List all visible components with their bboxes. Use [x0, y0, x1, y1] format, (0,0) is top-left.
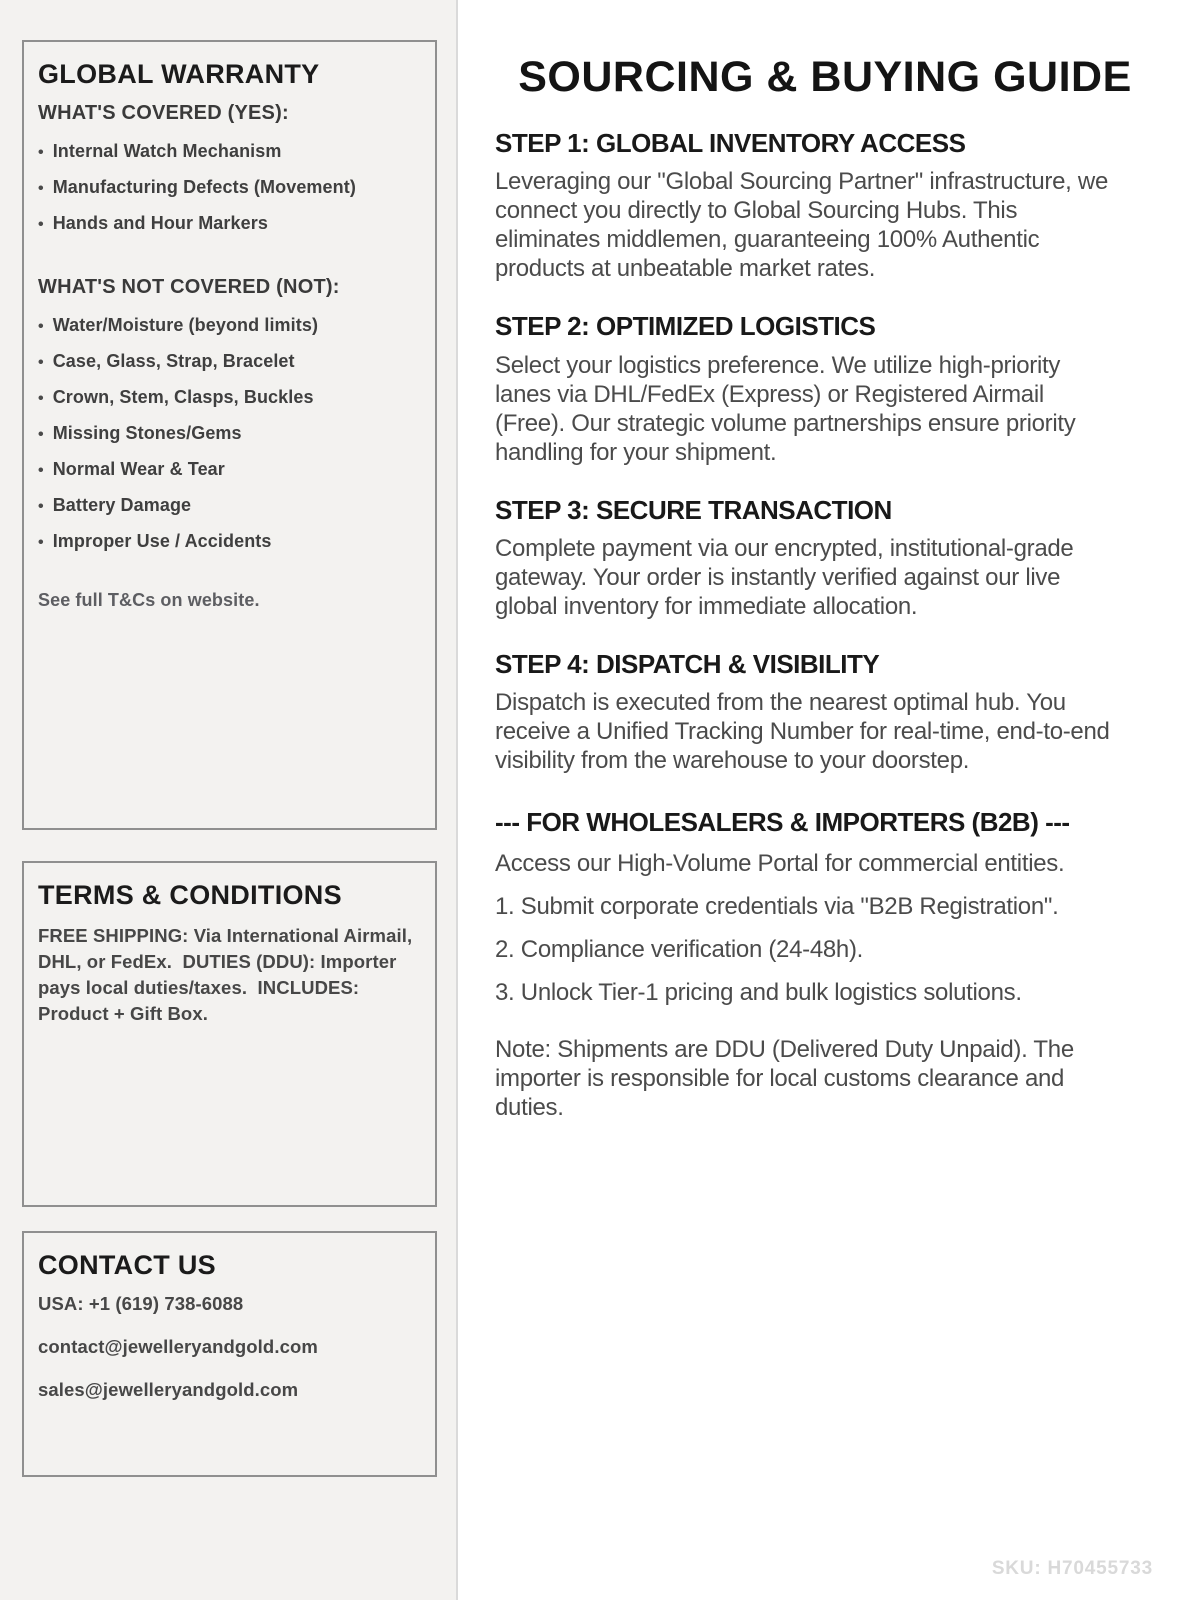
not-covered-item-label: Case, Glass, Strap, Bracelet [52, 351, 295, 372]
step-4-body: Dispatch is executed from the nearest optimal hub. You receive a Unified Tracking Number for real-time, end-to-end visibility from the warehouse to your doorstep. [495, 689, 1110, 775]
step-4-heading: STEP 4: DISPATCH & VISIBILITY [495, 649, 880, 680]
covered-heading: WHAT'S COVERED (YES): [38, 102, 289, 125]
not-covered-item [38, 352, 421, 372]
bullet-icon: • [38, 534, 44, 552]
covered-item [38, 214, 421, 234]
step-1-heading: STEP 1: GLOBAL INVENTORY ACCESS [495, 128, 966, 159]
step-2-heading: STEP 2: OPTIMIZED LOGISTICS [495, 311, 876, 342]
bullet-icon: • [38, 318, 44, 336]
step-1-section [495, 130, 1155, 283]
page-title: SOURCING & BUYING GUIDE [518, 53, 1132, 101]
terms-title: TERMS & CONDITIONS [38, 880, 342, 910]
step-3-heading: STEP 3: SECURE TRANSACTION [495, 494, 892, 525]
global-warranty-panel [22, 40, 437, 830]
covered-item [38, 178, 421, 198]
contact-phone: USA: +1 (619) 738-6088 [38, 1293, 244, 1315]
b2b-item-2: 2. Compliance verification (24-48h). [495, 935, 864, 963]
step-2-section [495, 313, 1155, 466]
sidebar [0, 0, 458, 1600]
not-covered-item-label: Normal Wear & Tear [52, 459, 225, 480]
not-covered-item-label: Water/Moisture (beyond limits) [52, 315, 319, 336]
sku-label: SKU: H70455733 [991, 1558, 1153, 1579]
bullet-icon: • [38, 462, 44, 480]
contact-title: CONTACT US [38, 1250, 216, 1280]
warranty-title: GLOBAL WARRANTY [38, 59, 320, 89]
b2b-item-3: 3. Unlock Tier-1 pricing and bulk logistics solutions. [495, 978, 1022, 1006]
bullet-icon: • [38, 354, 44, 372]
b2b-note: Note: Shipments are DDU (Delivered Duty Unpaid). The importer is responsible for local customs clearance and duties. [495, 1035, 1074, 1121]
not-covered-item-label: Improper Use / Accidents [52, 531, 272, 552]
step-4-section [495, 651, 1155, 775]
not-covered-item [38, 424, 421, 444]
bullet-icon: • [38, 390, 44, 408]
not-covered-item [38, 460, 421, 480]
bullet-icon: • [38, 498, 44, 516]
covered-item-label: Manufacturing Defects (Movement) [52, 177, 356, 198]
covered-item-label: Hands and Hour Markers [52, 213, 268, 234]
bullet-icon: • [38, 144, 44, 162]
not-covered-item [38, 496, 421, 516]
step-1-body: Leveraging our "Global Sourcing Partner" infrastructure, we connect you directly to Global Sourcing Hubs. This eliminates middlemen, guaranteeing 100% Authentic products at unbeatable market rates. [495, 168, 1108, 283]
bullet-icon: • [38, 216, 44, 234]
not-covered-heading: WHAT'S NOT COVERED (NOT): [38, 276, 340, 299]
b2b-heading: --- FOR WHOLESALERS & IMPORTERS (B2B) --- [495, 807, 1070, 838]
step-3-section [495, 494, 1155, 621]
warranty-footnote: See full T&Cs on website. [38, 590, 260, 611]
b2b-item-1: 1. Submit corporate credentials via "B2B Registration". [495, 892, 1059, 920]
not-covered-item [38, 532, 421, 552]
terms-panel [22, 861, 437, 1207]
contact-panel [22, 1231, 437, 1477]
contact-email: contact@jewelleryandgold.com [38, 1336, 318, 1358]
bullet-icon: • [38, 426, 44, 444]
step-3-body: Complete payment via our encrypted, institutional-grade gateway. Your order is instantly verified against our live global inventory for immediate allocation. [495, 535, 1074, 621]
covered-item [38, 142, 421, 162]
not-covered-item [38, 388, 421, 408]
covered-item-label: Internal Watch Mechanism [52, 141, 282, 162]
b2b-section [495, 809, 1155, 1121]
b2b-intro: Access our High-Volume Portal for commercial entities. [495, 849, 1065, 877]
bullet-icon: • [38, 180, 44, 198]
not-covered-item-label: Missing Stones/Gems [52, 423, 242, 444]
main-content [460, 0, 1200, 1600]
not-covered-item-label: Battery Damage [52, 495, 192, 516]
step-2-body: Select your logistics preference. We utilize high-priority lanes via DHL/FedEx (Express) or Registered Airmail (Free). Our strategic volume partnerships ensure priority handling for your shipment. [495, 351, 1076, 466]
terms-body: FREE SHIPPING: Via International Airmail, DHL, or FedEx. DUTIES (DDU): Importer pays local duties/taxes. INCLUDES: Product + Gift Box. [38, 925, 418, 1025]
not-covered-item-label: Crown, Stem, Clasps, Buckles [52, 387, 314, 408]
sales-email: sales@jewelleryandgold.com [38, 1379, 299, 1401]
not-covered-item [38, 316, 421, 336]
